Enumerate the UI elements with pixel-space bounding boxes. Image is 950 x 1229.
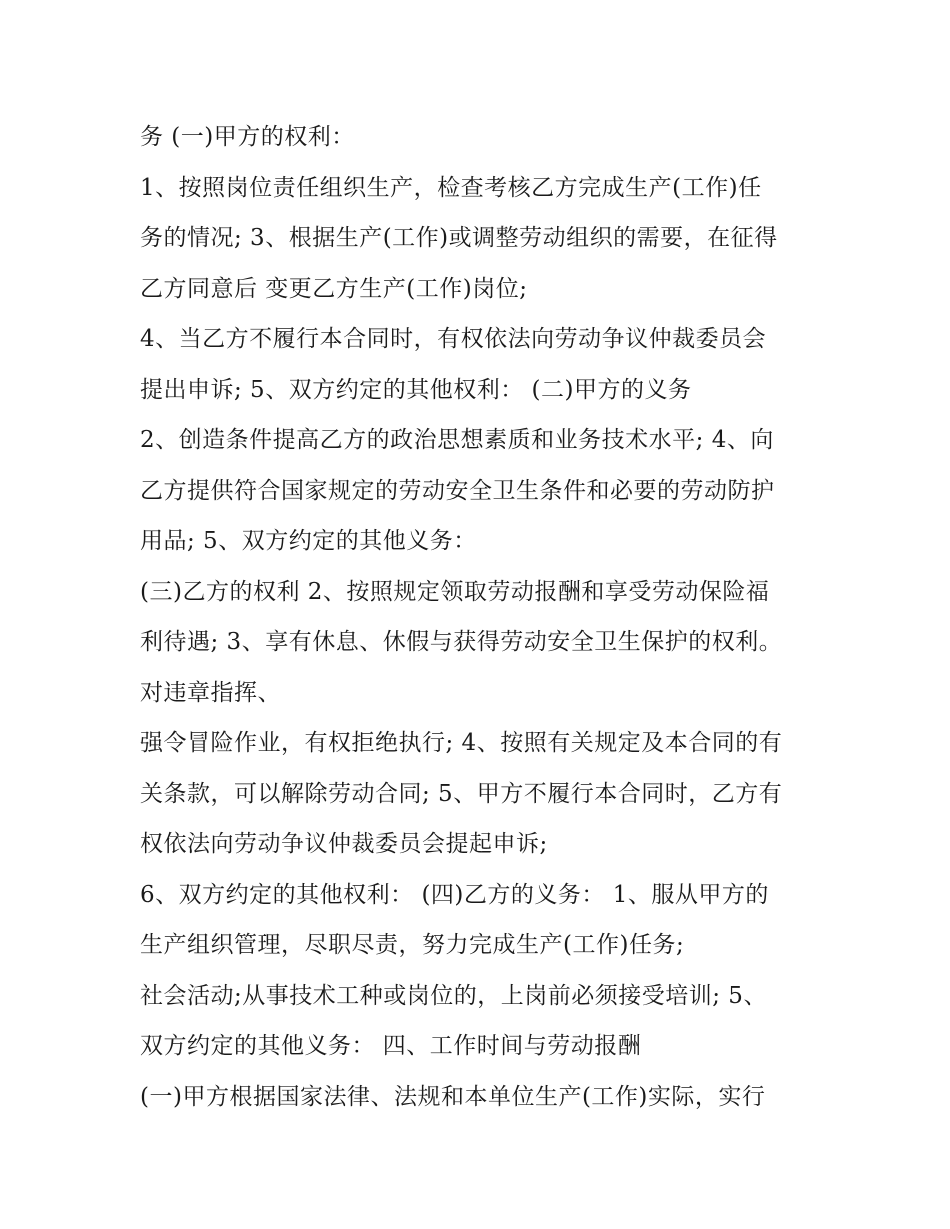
text-line: 双方约定的其他义务： 四、工作时间与劳动报酬: [140, 1033, 642, 1059]
text-line: 4、当乙方不履行本合同时，有权依法向劳动争议仲裁委员会: [140, 326, 767, 352]
text-line: 关条款，可以解除劳动合同; 5、甲方不履行本合同时，乙方有: [140, 780, 783, 807]
text-line: 2、创造条件提高乙方的政治思想素质和业务技术水平; 4、向: [140, 427, 774, 453]
text-line: 务 (一)甲方的权利：: [140, 124, 355, 150]
text-line: 乙方提供符合国家规定的劳动安全卫生条件和必要的劳动防护: [140, 477, 775, 504]
text-line: 生产组织管理，尽职尽责，努力完成生产(工作)任务;: [140, 932, 685, 958]
text-line: 强令冒险作业，有权拒绝执行; 4、按照有关规定及本合同的有: [140, 730, 783, 756]
text-line: (三)乙方的权利 2、按照规定领取劳动报酬和享受劳动保险福: [140, 578, 770, 605]
text-line: (一)甲方根据国家法律、法规和本单位生产(工作)实际，实行: [140, 1083, 766, 1110]
text-line: 对违章指挥、: [140, 679, 281, 706]
text-line: 权依法向劳动争议仲裁委员会提起申诉;: [140, 831, 548, 857]
text-line: 利待遇; 3、享有休息、休假与获得劳动安全卫生保护的权利。: [140, 629, 783, 655]
document-body: [140, 112, 820, 1122]
text-line: 务的情况; 3、根据生产(工作)或调整劳动组织的需要，在征得: [140, 225, 778, 251]
text-line: 乙方同意后 变更乙方生产(工作)岗位;: [140, 275, 528, 302]
text-line: 用品; 5、双方约定的其他义务：: [140, 528, 477, 554]
text-line: 社会活动;从事技术工种或岗位的，上岗前必须接受培训; 5、: [140, 982, 767, 1009]
text-line: 6、双方约定的其他权利： (四)乙方的义务： 1、服从甲方的: [140, 881, 769, 908]
text-line: 1、按照岗位责任组织生产，检查考核乙方完成生产(工作)任: [140, 174, 762, 201]
text-line: 提出申诉; 5、双方约定的其他权利： (二)甲方的义务: [140, 376, 692, 403]
